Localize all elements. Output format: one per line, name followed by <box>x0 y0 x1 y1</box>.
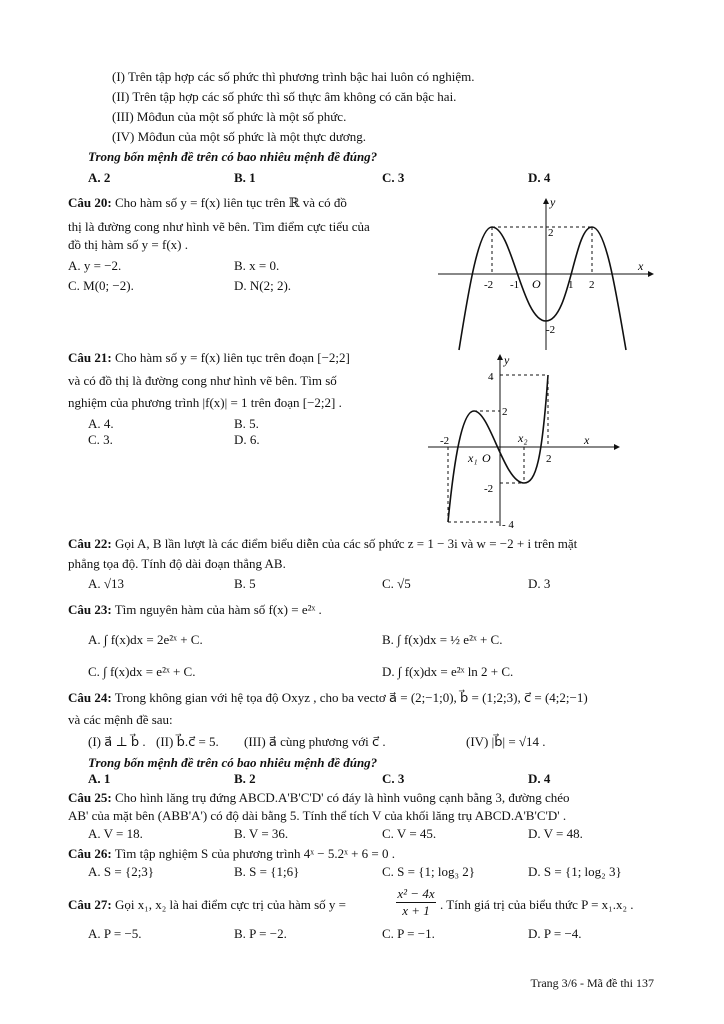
q21-line-1: Cho hàm số y = f(x) liên tục trên đoạn [−2;2] <box>114 350 350 365</box>
q20-graph <box>434 192 658 352</box>
q21-line-2: và có đồ thị là đường cong như hình vẽ bên. Tìm số <box>68 373 337 388</box>
q24-statement-2: (II) b⃗.c⃗ = 5. <box>156 734 219 749</box>
q21-x1-label: x₁ <box>468 451 478 465</box>
statement-3: (III) Môđun của một số phức là một số phức. <box>112 109 347 124</box>
q22-option-c: C. √5 <box>382 576 411 591</box>
q26-line-1: Tìm tập nghiệm S của phương trình 4ˣ − 5.2ˣ + 6 = 0 . <box>114 846 396 861</box>
q21-x-arrow <box>614 444 620 450</box>
q26-label: Câu 26: <box>68 846 112 861</box>
q20-option-a: A. y = −2. <box>68 258 122 273</box>
q25-text-1 <box>68 790 570 806</box>
q27-option-d: D. P = −4. <box>528 926 582 941</box>
q26-text-1 <box>68 846 395 862</box>
intro-option-a: A. 2 <box>88 170 111 185</box>
q21-option-a: A. 4. <box>88 416 114 431</box>
q24-line-2: và các mệnh đề sau: <box>68 712 173 727</box>
q20-tick-x-2: 2 <box>589 279 595 291</box>
q27-option-a: A. P = −5. <box>88 926 142 941</box>
q24-option-c: C. 3 <box>382 771 405 786</box>
q20-tick-x-neg2: -2 <box>484 279 494 291</box>
q20-tick-x-neg1: -1 <box>510 279 520 291</box>
q24-statement-1: (I) a⃗ ⊥ b⃗ . <box>88 734 146 749</box>
q21-option-b: B. 5. <box>234 416 259 431</box>
q21-x2-label: x₂ <box>518 431 528 445</box>
q21-curve <box>448 375 548 522</box>
q22-label: Câu 22: <box>68 536 112 551</box>
q24-statement-3: (III) a⃗ cùng phương với c⃗ . <box>244 734 386 749</box>
q20-x-arrow <box>648 271 654 277</box>
q25-line-2: AB' của mặt bên (ABB'A') có độ dài bằng 5. Tính thể tích V của khối lăng trụ ABCD.A'B'C'D' . <box>68 808 567 823</box>
q25-option-a: A. V = 18. <box>88 826 143 841</box>
q24-option-b: B. 2 <box>234 771 256 786</box>
q24-label: Câu 24: <box>68 690 112 705</box>
q25-label: Câu 25: <box>68 790 112 805</box>
q23-option-d: D. ∫ f(x)dx = e²ˣ ln 2 + C. <box>382 664 514 679</box>
q20-line-2: thị là đường cong như hình vẽ bên. Tìm điểm cực tiểu của <box>68 219 370 234</box>
q26-option-b: B. S = {1;6} <box>234 864 300 879</box>
intro-option-c: C. 3 <box>382 170 405 185</box>
q20-line-1: Cho hàm số y = f(x) liên tục trên ℝ và có đồ <box>114 195 347 210</box>
q21-label: Câu 21: <box>68 350 112 365</box>
q21-y-label: y <box>504 353 510 367</box>
q23-text-1 <box>68 602 322 618</box>
q27-frac-den: x + 1 <box>402 903 430 918</box>
q20-option-d: D. N(2; 2). <box>234 278 292 293</box>
q23-line-1: Tìm nguyên hàm của hàm số f(x) = e²ˣ . <box>114 602 322 617</box>
statement-2: (II) Trên tập hợp các số phức thì số thực âm không có căn bậc hai. <box>112 89 457 104</box>
q21-tick-y-neg4: - 4 <box>502 519 514 531</box>
q21-line-3: nghiệm của phương trình |f(x)| = 1 trên đoạn [−2;2] . <box>68 395 342 410</box>
q22-option-b: B. 5 <box>234 576 256 591</box>
q27-line-1a: Gọi x₁, x₂ là hai điểm cực trị của hàm số y = <box>114 897 346 912</box>
q24-option-a: A. 1 <box>88 771 111 786</box>
q20-tick-y-neg2: -2 <box>546 324 556 336</box>
q22-line-2: phẳng tọa độ. Tính độ dài đoạn thẳng AB. <box>68 556 286 571</box>
q21-tick-x-neg2: -2 <box>440 435 450 447</box>
q21-tick-y-2: 2 <box>502 406 508 418</box>
q23-label: Câu 23: <box>68 602 112 617</box>
statement-4: (IV) Môđun của một số phức là một thực dương. <box>112 129 367 144</box>
q21-y-arrow <box>497 354 503 360</box>
intro-option-d: D. 4 <box>528 170 551 185</box>
q20-y-label: y <box>550 195 556 209</box>
q26-option-d: D. S = {1; log₂ 3} <box>528 864 622 879</box>
q21-origin: O <box>482 451 491 465</box>
q20-option-b: B. x = 0. <box>234 258 280 273</box>
q20-text-1 <box>68 195 347 211</box>
q26-option-a: A. S = {2;3} <box>88 864 155 879</box>
q23-option-c: C. ∫ f(x)dx = e²ˣ + C. <box>88 664 196 679</box>
q21-option-d: D. 6. <box>234 432 260 447</box>
q23-option-a: A. ∫ f(x)dx = 2e²ˣ + C. <box>88 632 203 647</box>
intro-question: Trong bốn mệnh đề trên có bao nhiêu mệnh đề đúng? <box>88 149 378 164</box>
q20-tick-x-1: 1 <box>568 279 574 291</box>
q24-statement-4: (IV) |b⃗| = √14 . <box>466 734 546 749</box>
q21-option-c: C. 3. <box>88 432 113 447</box>
q27-line-1b: . Tính giá trị của biểu thức P = x₁.x₂ . <box>440 897 634 912</box>
q23-option-b: B. ∫ f(x)dx = ½ e²ˣ + C. <box>382 632 503 647</box>
q22-option-a: A. √13 <box>88 576 125 591</box>
intro-option-b: B. 1 <box>234 170 256 185</box>
q27-frac-num: x² − 4x <box>397 886 435 901</box>
q27-option-c: C. P = −1. <box>382 926 435 941</box>
q22-text-1 <box>68 536 577 552</box>
q21-tick-y-4: 4 <box>488 371 494 383</box>
q25-line-1: Cho hình lăng trụ đứng ABCD.A'B'C'D' có đáy là hình vuông cạnh bằng 3, đường chéo <box>114 790 570 805</box>
q21-tick-x-2: 2 <box>546 453 552 465</box>
q27-label: Câu 27: <box>68 897 112 912</box>
q20-label: Câu 20: <box>68 195 112 210</box>
q27-fraction <box>396 886 436 919</box>
q24-option-d: D. 4 <box>528 771 551 786</box>
q21-tick-y-neg2: -2 <box>484 483 494 495</box>
q25-option-d: D. V = 48. <box>528 826 583 841</box>
q21-x-label: x <box>584 433 590 447</box>
q25-option-b: B. V = 36. <box>234 826 289 841</box>
q25-option-c: C. V = 45. <box>382 826 437 841</box>
q21-graph <box>424 350 624 532</box>
q20-option-c: C. M(0; −2). <box>68 278 134 293</box>
q21-text-1 <box>68 350 350 366</box>
q26-option-c: C. S = {1; log₃ 2} <box>382 864 475 879</box>
q27-option-b: B. P = −2. <box>234 926 287 941</box>
q22-line-1: Gọi A, B lần lượt là các điểm biểu diễn của các số phức z = 1 − 3i và w = −2 + i trên mặt <box>114 536 578 551</box>
page-footer: Trang 3/6 - Mã đề thi 137 <box>530 976 654 990</box>
q24-line-1: Trong không gian với hệ tọa độ Oxyz , cho ba vectơ a⃗ = (2;−1;0), b⃗ = (1;2;3), c⃗ = (4;2;−1) <box>114 690 588 705</box>
statement-1: (I) Trên tập hợp các số phức thì phương trình bậc hai luôn có nghiệm. <box>112 69 475 84</box>
q20-line-3: đồ thị hàm số y = f(x) . <box>68 237 188 252</box>
q24-text-1 <box>68 690 588 706</box>
q27-text-1 <box>68 897 346 913</box>
q20-tick-y-2: 2 <box>548 227 554 239</box>
q20-y-arrow <box>543 198 549 204</box>
q20-x-label: x <box>638 259 644 273</box>
q22-option-d: D. 3 <box>528 576 551 591</box>
q20-origin: O <box>532 277 541 291</box>
q24-question: Trong bốn mệnh đề trên có bao nhiêu mệnh đề đúng? <box>88 755 378 770</box>
